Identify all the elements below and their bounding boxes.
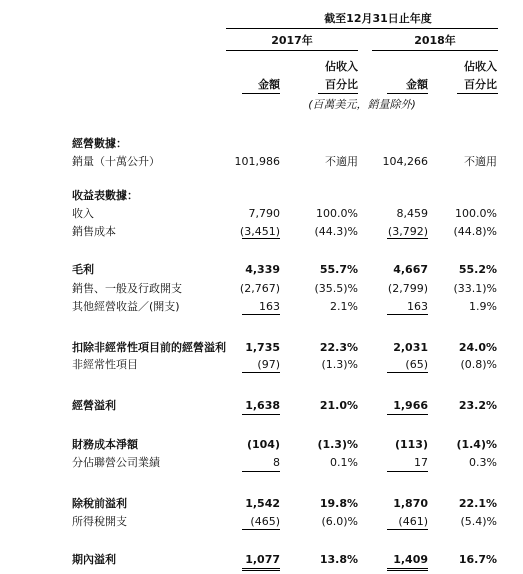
amount-2017: (97) (257, 358, 280, 371)
pct-2018: (33.1)% (453, 282, 497, 295)
pct-2018: (44.8)% (453, 225, 497, 238)
pct-2017: 100.0% (316, 207, 358, 220)
col-underline-2018-amount (387, 93, 428, 94)
table-row (0, 514, 523, 530)
pct-2017: (6.0)% (321, 515, 358, 528)
amount-2018: 1,870 (393, 497, 428, 510)
period-header: 截至12月31日止年度 (324, 12, 432, 25)
pct-header-2017-line1: 佔收入 (325, 60, 358, 73)
period-underline (226, 28, 498, 29)
table-row (0, 455, 523, 471)
amount-2018: (2,799) (387, 282, 428, 295)
amount-2017: (465) (250, 515, 280, 528)
rule-opprofit-2017 (242, 414, 280, 415)
table-row (0, 552, 523, 568)
amount-2018: (461) (398, 515, 428, 528)
amount-2018: (113) (394, 438, 428, 451)
table-row (0, 299, 523, 315)
rule-final-2017 (242, 568, 280, 571)
amount-2017: 8 (273, 456, 280, 469)
rule-tax-2017 (242, 529, 280, 530)
rule-assoc-2018 (387, 471, 428, 472)
row-label: 經營溢利 (72, 399, 116, 412)
table-row (0, 281, 523, 297)
row-label: 除稅前溢利 (72, 497, 127, 510)
pct-2017: 19.8% (319, 497, 358, 510)
row-label: 其他經營收益／(開支) (72, 300, 180, 313)
amount-2018: 2,031 (393, 341, 428, 354)
amount-2018: 17 (414, 456, 428, 469)
row-label: 毛利 (72, 263, 94, 276)
amount-2017: (3,451) (239, 225, 280, 238)
amount-2017: 4,339 (245, 263, 280, 276)
col-underline-2017-pct (318, 93, 358, 94)
amount-2018: 1,409 (393, 553, 428, 566)
amount-2018: 4,667 (393, 263, 428, 276)
pct-2017: 13.8% (319, 553, 358, 566)
col-underline-2017-amount (242, 93, 280, 94)
pct-2018: 23.2% (458, 399, 497, 412)
amount-2017: 1,542 (245, 497, 280, 510)
rule-final-2018 (387, 568, 428, 571)
amount-2017: 7,790 (248, 207, 280, 220)
rule-cost-2018 (387, 238, 428, 239)
year-2018-header: 2018年 (414, 34, 456, 47)
amount-header-2018: 金額 (406, 78, 428, 91)
amount-2017: 163 (259, 300, 280, 313)
amount-2017: 1,735 (245, 341, 280, 354)
row-label: 分佔聯營公司業績 (72, 456, 160, 469)
rule-opprofit-2018 (387, 414, 428, 415)
pct-2018: 1.9% (469, 300, 497, 313)
row-label: 所得稅開支 (72, 515, 127, 528)
unit-note: (百萬美元，銷量除外) (308, 98, 416, 111)
pct-2018: 100.0% (455, 207, 497, 220)
amount-2018: 104,266 (382, 155, 428, 168)
pct-2018: 24.0% (458, 341, 497, 354)
year-2017-header: 2017年 (271, 34, 313, 47)
table-row (0, 496, 523, 512)
amount-header-2017: 金額 (258, 78, 280, 91)
pct-2017: 不適用 (325, 155, 358, 168)
table-row (0, 437, 523, 453)
pct-2018: 16.7% (458, 553, 497, 566)
row-label: 銷量（十萬公升） (72, 155, 160, 168)
rule-cost-2017 (242, 238, 280, 239)
amount-2018: 8,459 (396, 207, 428, 220)
pct-2018: (0.8)% (460, 358, 497, 371)
section-operating-data: 經營數據： (72, 137, 127, 150)
rule-nonrec-2018 (387, 372, 428, 373)
rule-nonrec-2017 (242, 372, 280, 373)
pct-header-2017-line2: 百分比 (325, 78, 358, 91)
amount-2018: 1,966 (393, 399, 428, 412)
pct-2018: (1.4)% (456, 438, 497, 451)
row-label: 銷售、一般及行政開支 (72, 282, 182, 295)
pct-2018: 22.1% (458, 497, 497, 510)
rule-tax-2018 (387, 529, 428, 530)
table-row (0, 262, 523, 278)
pct-2018: 不適用 (464, 155, 497, 168)
amount-2017: 1,077 (245, 553, 280, 566)
pct-2017: 0.1% (330, 456, 358, 469)
rule-other-2017 (242, 314, 280, 315)
pct-2017: 55.7% (319, 263, 358, 276)
amount-2018: (65) (405, 358, 428, 371)
pct-header-2018-line2: 百分比 (464, 78, 497, 91)
pct-2017: (1.3)% (317, 438, 358, 451)
amount-2017: 101,986 (234, 155, 280, 168)
amount-2018: (3,792) (387, 225, 428, 238)
pct-2017: 22.3% (319, 341, 358, 354)
rule-assoc-2017 (242, 471, 280, 472)
pct-2018: 0.3% (469, 456, 497, 469)
row-label: 銷售成本 (72, 225, 116, 238)
amount-2017: (2,767) (239, 282, 280, 295)
table-row (0, 340, 523, 356)
rule-other-2018 (387, 314, 428, 315)
table-row (0, 398, 523, 414)
col-underline-2018-pct (457, 93, 498, 94)
row-label: 扣除非經常性項目前的經營溢利 (72, 341, 226, 354)
row-label: 非經常性項目 (72, 358, 138, 371)
pct-2017: (35.5)% (314, 282, 358, 295)
section-income-statement: 收益表數據： (72, 189, 138, 202)
pct-2017: (44.3)% (314, 225, 358, 238)
pct-2018: 55.2% (458, 263, 497, 276)
pct-2017: 2.1% (330, 300, 358, 313)
year-2017-underline (226, 50, 358, 51)
row-label: 收入 (72, 207, 94, 220)
table-row (0, 206, 523, 222)
table-row (0, 357, 523, 373)
amount-2018: 163 (407, 300, 428, 313)
row-label: 期內溢利 (72, 553, 116, 566)
year-2018-underline (372, 50, 498, 51)
pct-2017: (1.3)% (321, 358, 358, 371)
pct-header-2018-line1: 佔收入 (464, 60, 497, 73)
table-row (0, 154, 523, 170)
row-label: 財務成本淨額 (72, 438, 138, 451)
pct-2018: (5.4)% (460, 515, 497, 528)
amount-2017: 1,638 (245, 399, 280, 412)
pct-2017: 21.0% (319, 399, 358, 412)
amount-2017: (104) (246, 438, 280, 451)
